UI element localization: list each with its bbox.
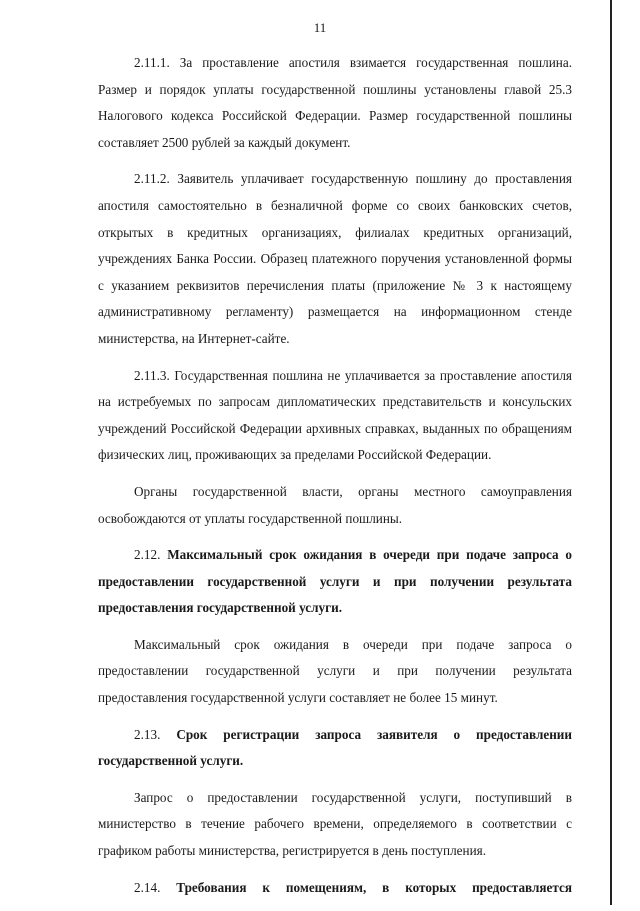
paragraph-exemption: Органы государственной власти, органы местного самоуправления освобождаются от уплаты государственной пошлины. [98, 483, 572, 526]
page-number: 11 [313, 20, 327, 35]
section-heading-text: Срок регистрации запроса заявителя о предоставлении государственной услуги. [98, 726, 573, 769]
section-heading-2-13 [98, 722, 572, 775]
section-heading-2-14 [98, 875, 572, 902]
section-number: 2.14. [134, 879, 161, 895]
paragraph-registration: Запрос о предоставлении государственной услуги, поступивший в министерство в течение рабочего времени, определяемого в соответствии с графиком работы министерства, регистрируется в день поступления. [98, 789, 572, 859]
section-number: 2.12. [134, 547, 161, 563]
section-number: 2.13. [134, 726, 161, 742]
paragraph-2-11-1: 2.11.1. За проставление апостиля взимается государственная пошлина. Размер и порядок уплаты государственной пошлины установлены главой 25.3 Налогового кодекса Российской Федерации. Размер государственной пошлины составляет 2500 рублей за каждый документ. [98, 55, 572, 150]
paragraph-queue-time: Максимальный срок ожидания в очереди при подаче запроса о предоставлении государственной услуги и при получении результата предоставления государственной услуги составляет не более 15 минут. [98, 636, 572, 706]
section-heading-2-12 [98, 542, 572, 622]
paragraph-2-11-2: 2.11.2. Заявитель уплачивает государственную пошлину до проставления апостиля самостоятельно в безналичной форме со своих банковских счетов, открытых в кредитных организациях, филиалах кредитных организаций, учреждениях Банка России. Образец платежного поручения установленной формы с указанием реквизитов перечисления платы (приложение № 3 к настоящему административному регламенту) размещается на информационном стенде министерства, на Интернет-сайте. [98, 171, 572, 346]
section-heading-text: Требования к помещениям, в которых предоставляется [176, 879, 572, 895]
section-heading-text: Максимальный срок ожидания в очереди при подаче запроса о предоставлении государственной услуги и при получении результата предоставления государственной услуги. [98, 547, 572, 616]
paragraph-2-11-3: 2.11.3. Государственная пошлина не уплачивается за проставление апостиля на истребуемых по запросам дипломатических представительств и консульских учреждений Российской Федерации архивных справках, выданных по обращениям физических лиц, проживающих за пределами Российской Федерации. [98, 367, 572, 463]
document-body [98, 50, 572, 911]
page-edge-line [610, 0, 612, 905]
